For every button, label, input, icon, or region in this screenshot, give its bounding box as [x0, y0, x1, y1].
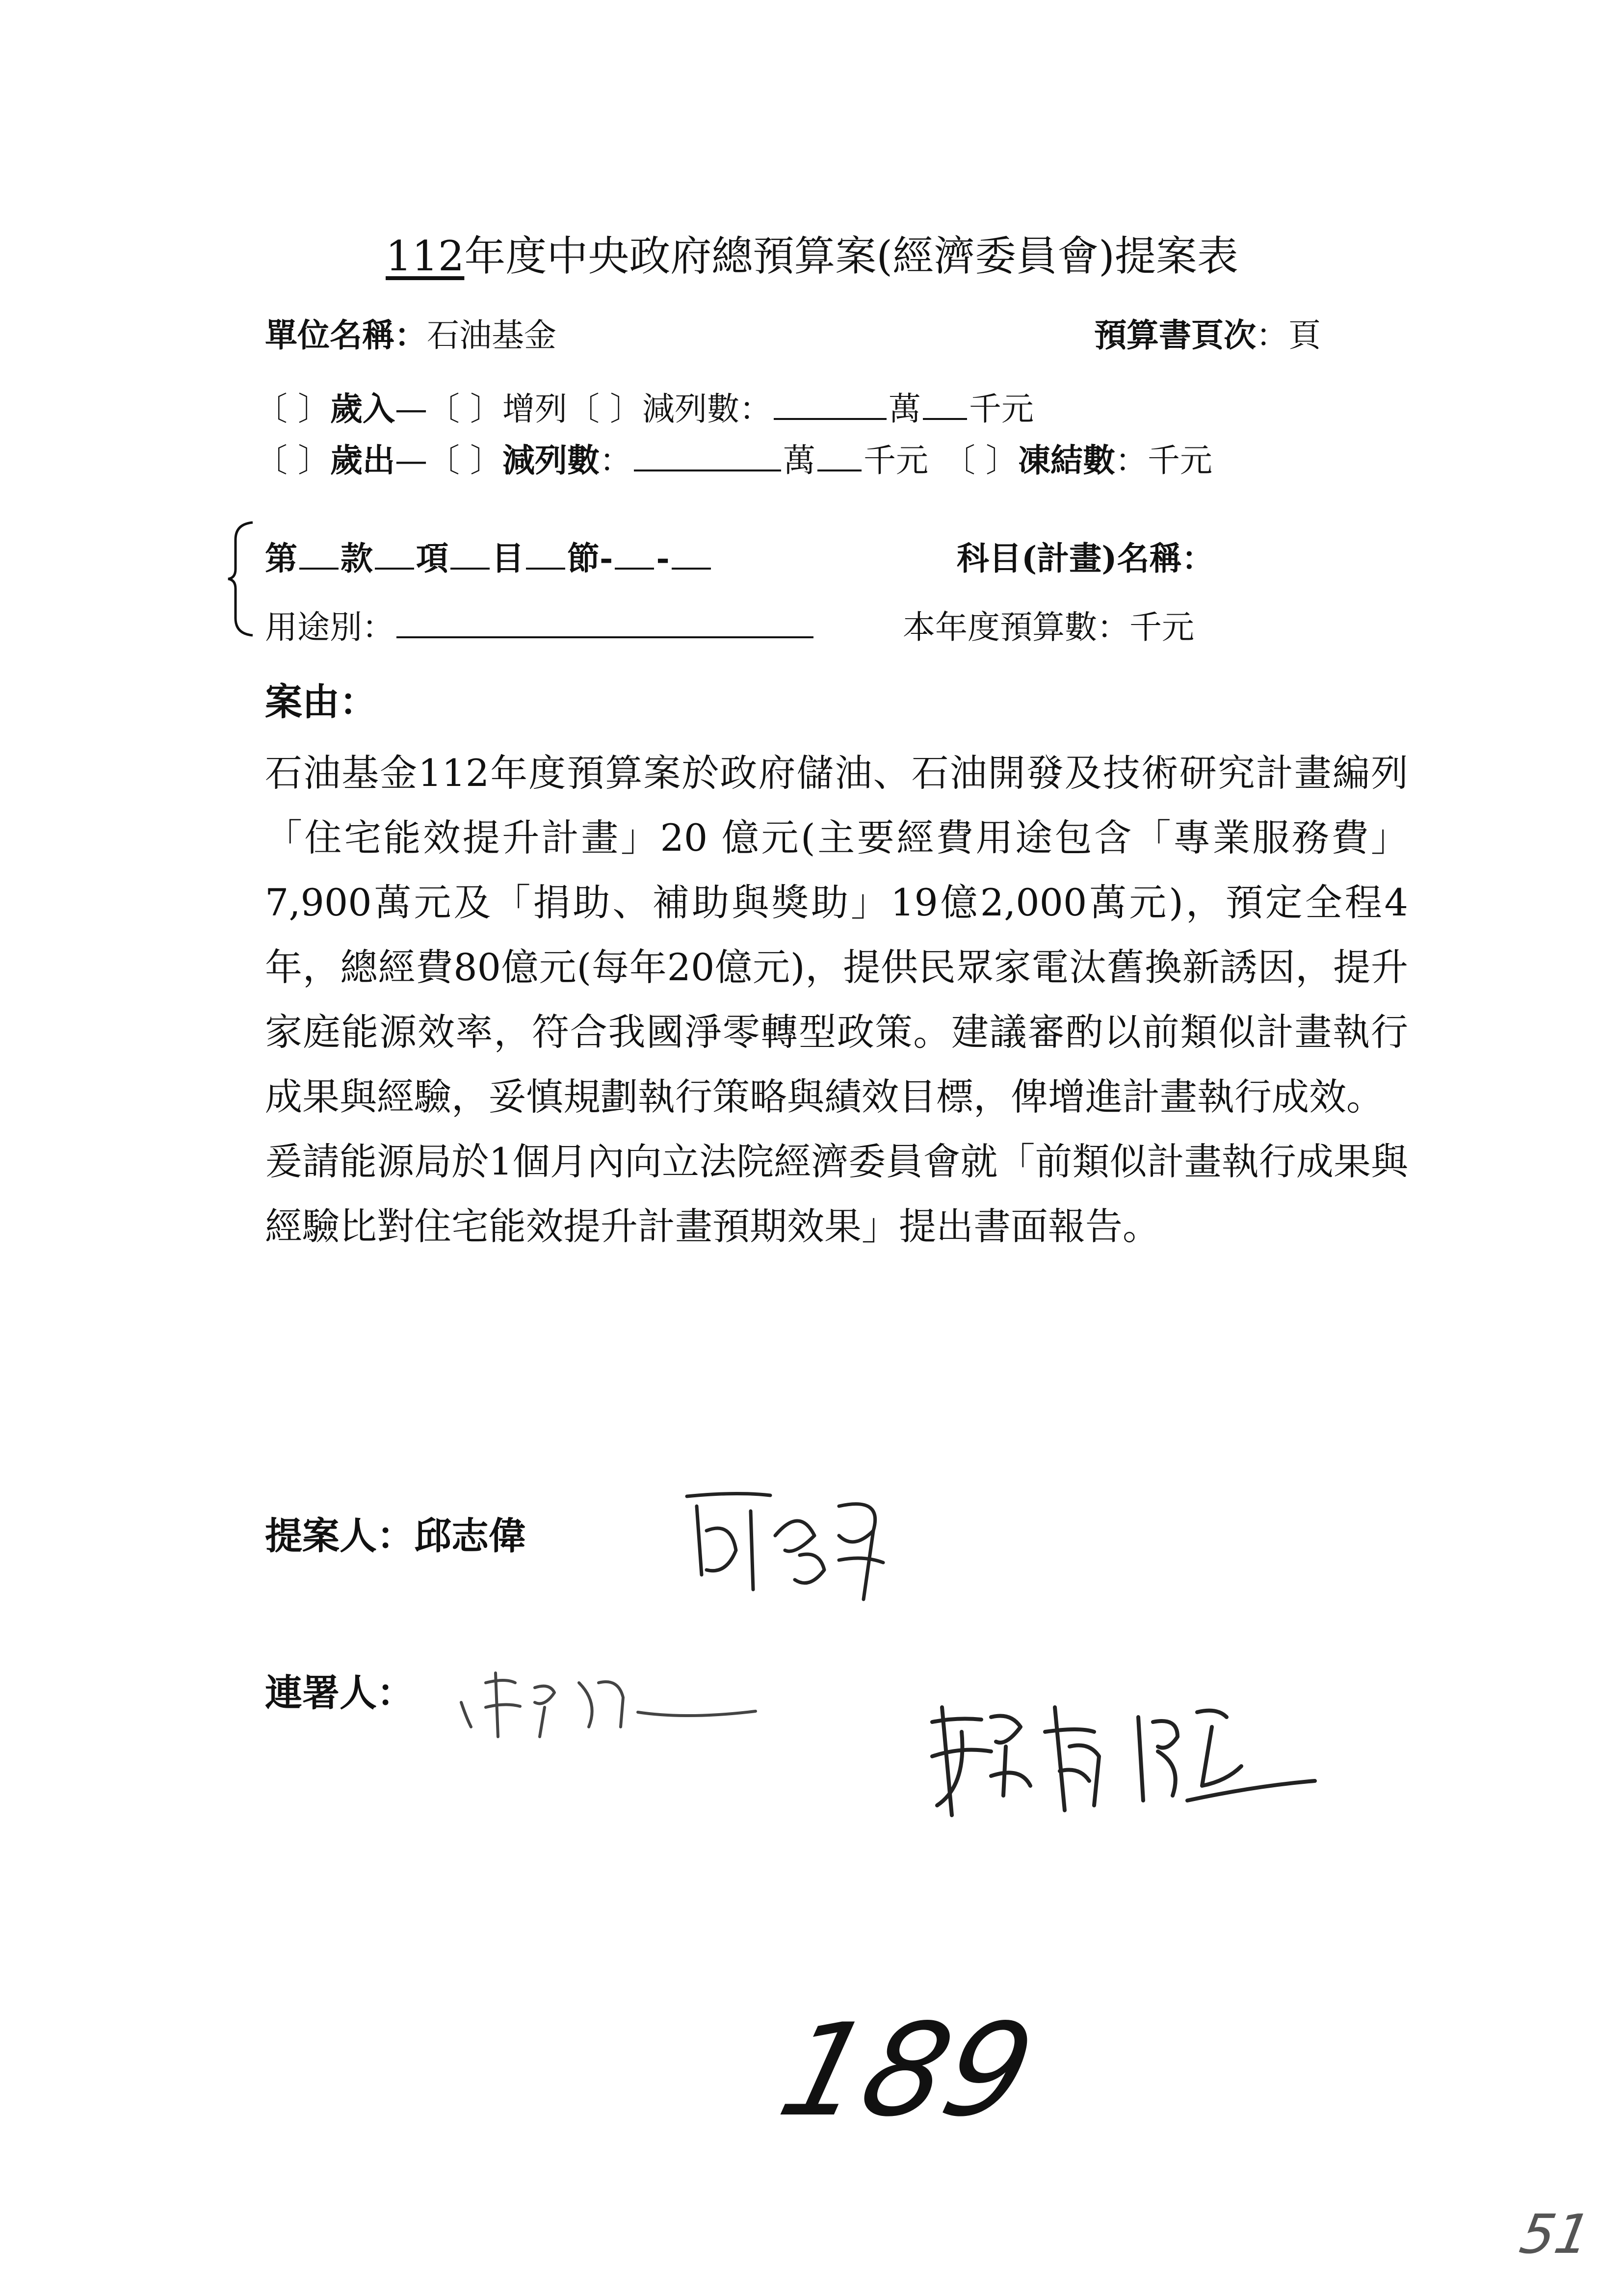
revenue-wan-blank [774, 389, 887, 420]
page-title [0, 223, 1624, 283]
page-ref-value: 頁 [1288, 316, 1321, 354]
unit-label: 單位名稱： [265, 316, 427, 354]
use-label: 用途別： [265, 608, 394, 646]
handwritten-corner-number: 51 [1515, 2203, 1596, 2266]
reason-body [265, 741, 1408, 1259]
page-ref-line: 預算書頁次：頁 [1094, 316, 1321, 354]
left-brace-icon [226, 520, 255, 638]
unit-value: 石油基金 [427, 316, 556, 354]
use-blank [396, 607, 813, 638]
reason-heading: 案由： [265, 680, 377, 724]
unit-line [265, 309, 556, 356]
revenue-label: 歲入 [330, 390, 395, 428]
budget-label: 本年度預算數：千元 [903, 608, 1194, 646]
revenue-qian-blank [923, 389, 967, 420]
subject-name-label: 科目(計畫)名稱： [957, 539, 1214, 577]
expense-label: 歲出 [330, 441, 395, 479]
proposer-name: 邱志偉 [414, 1514, 526, 1558]
revenue-line: 〔 〕歲入—〔 〕增列〔 〕減列數： 萬 千元 [255, 390, 1034, 428]
title-text: 年度中央政府總預算案(經濟委員會)提案表 [464, 232, 1238, 280]
proposer-signature-icon [677, 1477, 913, 1604]
page-ref-label: 預算書頁次 [1094, 316, 1256, 354]
proposer-line [265, 1506, 526, 1560]
expense-qian-blank [817, 441, 862, 471]
expense-wan-blank [634, 441, 781, 471]
use-line [265, 601, 815, 648]
title-year: 112 [386, 232, 465, 280]
expense-line: 〔 〕歲出—〔 〕減列數： 萬 千元 〔 〕凍結數：千元 [255, 441, 1212, 479]
item-line: 第 款 項 目 節- - [265, 532, 713, 579]
proposer-label: 提案人： [265, 1514, 414, 1558]
handwritten-page-number: 189 [766, 1997, 1047, 2145]
cosigner-signature-2-icon [922, 1688, 1325, 1830]
cosigner-signature-1-icon [451, 1653, 765, 1742]
reason-paragraph-2: 爰請能源局於1個月內向立法院經濟委員會就「前類似計畫執行成果與經驗比對住宅能效提升計畫預期效果」提出書面報告。 [265, 1140, 1408, 1248]
cosigner-label: 連署人： [265, 1671, 414, 1715]
reason-paragraph-1: 石油基金112年度預算案於政府儲油、石油開發及技術研究計畫編列「住宅能效提升計畫」20 億元(主要經費用途包含「專業服務費」7,900萬元及「捐助、補助與獎助」19億2,000萬元)，預定全程4年，總經費80億元(每年20億元)，提供民眾家電汰舊換新誘因，提升家庭能源效率，符合我國淨零轉型政策。建議審酌以前類似計畫執行成果與經驗，妥慎規劃執行策略與績效目標，俾增進計畫執行成效。 [265, 751, 1408, 1119]
